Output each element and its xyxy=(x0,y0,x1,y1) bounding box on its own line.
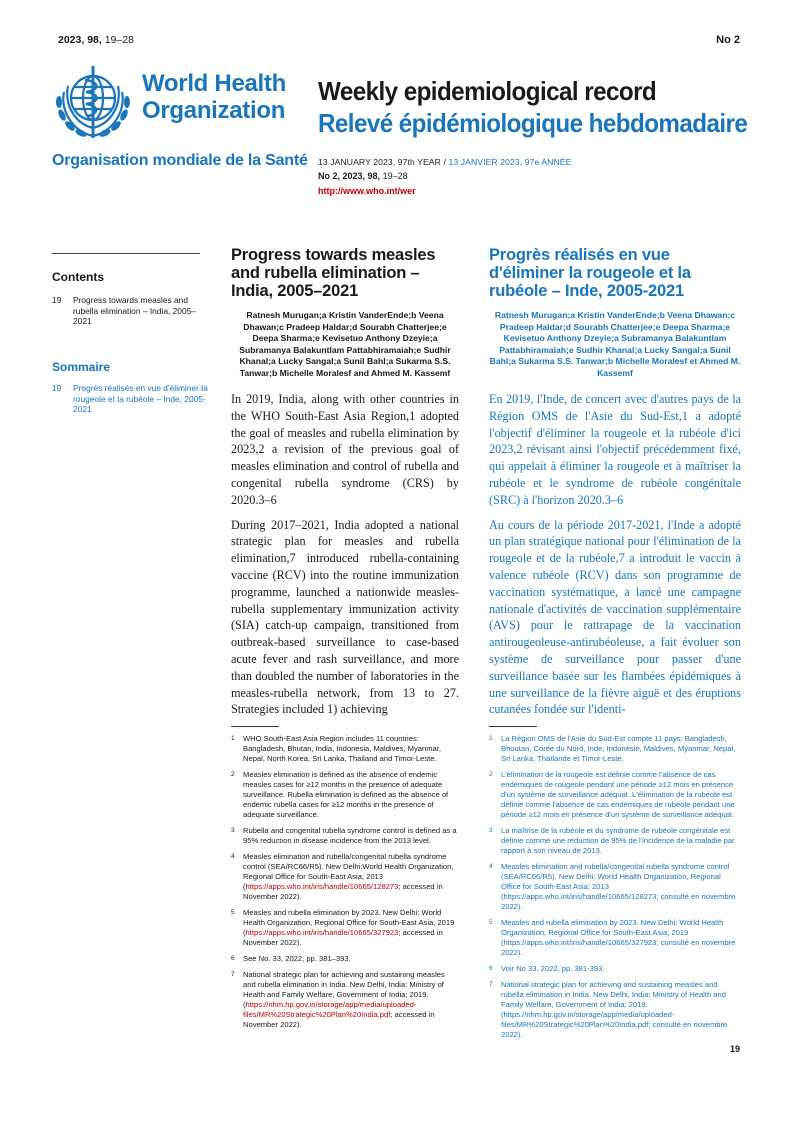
footnote-text: L'élimination de la rougeole est définie comme l'absence de cas endémiques de rougeole pendant une période ≥12 mois en présence d'un système de surveillance adéquat. L'élimination de la rubéole est définie comme l'absence de cas endémiques de rubéole pendant une période ≥12 mois en présence d'un système de surveillance adéquat. xyxy=(501,770,735,819)
footnote-text: Measles and rubella elimination by 2023. New Delhi: World Health Organization, Regional Office for South-East Asia; 2019 ( xyxy=(501,918,724,947)
footnote xyxy=(489,826,741,856)
paragraph: In 2019, India, along with other countries in the WHO South-East Asia Region,1 adopted the goal of measles and rubella elimination by 2023,2 a revision of the previous goal of measles elimination and control of rubella and congenital rubella syndrome (CRS) by 2020.3–6 xyxy=(231,392,459,507)
footnote-number: 5 xyxy=(231,909,235,916)
volume-pages: 19–28 xyxy=(382,171,408,181)
organization-name-fr: Organisation mondiale de la Santé xyxy=(52,152,308,169)
masthead-title-fr: Relevé épidémiologique hebdomadaire xyxy=(318,108,748,138)
footnote-rule xyxy=(231,726,279,727)
footnote-link[interactable]: https://apps.who.int/iris/handle/10665/128273 xyxy=(503,892,657,901)
article-title-fr: Progrès réalisés en vue d'éliminer la rougeole et la rubéole – Inde, 2005-2021 xyxy=(489,246,691,300)
footnote-text: Measles elimination is defined as the absence of endemic measles cases for ≥12 months in the presence of adequate surveillance. Rubella elimination is defined as the absence of endemic rubella cases for ≥12 months in the presence of adequate surveillance. xyxy=(243,770,449,819)
article-authors-en: Ratnesh Murugan;a Kristin VanderEnde;b Veena Dhawan;c Pradeep Haldar;d Sourabh Chatterjee;e Deepa Sharma;e Kevisetuo Anthony Dzeyie;a Subramanya Balakuntlam Pattabhiramaiah;e Sudhir Khanal;a Lucky Sangal;a Sunil Bahl;a Sukarma S.S. Tanwar;b Michelle Moralesf and Ahmed M. Kassemf xyxy=(239,310,451,378)
reference-pages: 19–28 xyxy=(104,34,134,46)
issue-number: No 2 xyxy=(716,34,740,46)
article-title-en: Progress towards measles and rubella elimination – India, 2005–2021 xyxy=(231,246,436,300)
footnote-link[interactable]: https://apps.who.int/iris/handle/10665/128273 xyxy=(245,882,399,891)
footnote-link[interactable]: https://nhm.hp.gov.in/storage/app/media/uploaded-files/MR%20Strategic%20Plan%20India.pdf xyxy=(243,1000,417,1019)
footnotes-fr xyxy=(489,734,741,1046)
footnote-text-after: ; accessed in November 2022). xyxy=(243,882,443,901)
footnote-text: La Région OMS de l'Asie du Sud-Est compte 11 pays: Bangladesh, Bhoutan, Corée du Nord, Inde, Indonésie, Maldives, Myanmar, Népal, Sri Lanka, Thaïlande et Timor-Leste. xyxy=(501,734,736,763)
article-body-fr xyxy=(489,391,741,718)
footnote-text-after: ; consulté en novembre 2022). xyxy=(501,892,736,911)
footnote-number: 2 xyxy=(231,771,235,778)
footnote-link[interactable]: https://apps.who.int/iris/handle/10665/327923 xyxy=(503,938,657,947)
footnote-number: 4 xyxy=(489,863,493,870)
sommaire-item-page: 19 xyxy=(52,383,62,393)
reference-volume: 2023, 98, xyxy=(58,34,102,46)
footnote-number: 3 xyxy=(231,827,235,834)
footnote xyxy=(231,826,459,846)
footnote-text: La maîtrise de la rubéole et du syndrome de rubéole congénitale est définie comme une réduction de 95% de l'incidence de la maladie par rapport à son niveau de 2013. xyxy=(501,826,735,855)
sommaire-item[interactable] xyxy=(52,383,212,415)
article-body-en xyxy=(231,391,459,718)
footnote-number: 6 xyxy=(489,965,493,972)
journal-reference xyxy=(58,34,134,46)
article-authors-fr: Ratnesh Murugan;a Kristin VanderEnde;b Veena Dhawan;c Pradeep Haldar;d Sourabh Chatterjee;e Deepa Sharma;e Kevisetuo Anthony Dzeyie;a Subramanya Balakuntlam Pattabhiramaiah;e Sudhir Khanal;a Lucky Sangal;a Sunil Bahl;a Sukarma S.S. Tanwar;b Michelle Moralesf et Ahmed M. Kassemf xyxy=(489,310,741,378)
footnote-number: 4 xyxy=(231,853,235,860)
who-emblem-icon xyxy=(52,62,134,144)
footnote-link[interactable]: https://apps.who.int/iris/handle/10665/327923 xyxy=(245,928,399,937)
footnote xyxy=(489,862,741,912)
footnote-text: Measles elimination and rubella/congenital rubella syndrome control (SEA/RC66/R5). New Delhi: World Health Organization, Regional Office for South-East Asia; 2013 ( xyxy=(501,862,730,901)
footnote xyxy=(231,852,459,902)
masthead-volume xyxy=(318,171,408,181)
footnote-number: 3 xyxy=(489,827,493,834)
masthead-title-en: Weekly epidemiological record xyxy=(318,76,657,106)
footnote xyxy=(489,964,741,974)
footnote-number: 1 xyxy=(489,735,493,742)
organization-name-line1: World Health xyxy=(142,70,286,97)
footnote-number: 5 xyxy=(489,919,493,926)
footnote-number: 7 xyxy=(231,971,235,978)
footnote-text-after: ; accessed in November 2022). xyxy=(243,1010,435,1029)
page-number: 19 xyxy=(729,1044,740,1054)
footnote-text-after: ; consulté en novembre 2022). xyxy=(501,938,736,957)
footnote-text: Measles elimination and rubella/congenital rubella syndrome control (SEA/RC66/R5). New Delhi:World Health Organization, Regional Office for South-East Asia; 2013 ( xyxy=(243,852,454,891)
masthead-date xyxy=(318,157,571,167)
contents-item[interactable] xyxy=(52,295,212,327)
footnote-number: 6 xyxy=(231,955,235,962)
footnote xyxy=(231,970,459,1030)
footnote-text: Voir No 33, 2022, pp. 381-393. xyxy=(501,964,605,973)
footnote xyxy=(231,954,459,964)
contents-heading: Contents xyxy=(52,270,104,284)
footnote-text: WHO South-East Asia Region includes 11 countries: Bangladesh, Bhutan, India, Indonesia, Maldives, Myanmar, Nepal, North Korea, Sri Lanka, Thailand and Timor-Leste. xyxy=(243,734,441,763)
footnote xyxy=(231,908,459,948)
paragraph: Au cours de la période 2017-2021, l'Inde a adopté un plan stratégique national pour l'élimination de la rougeole et de la rubéole,7 a introduit le vaccin à valence rubéole (RCV) dans son programme de vaccination systématique, a lancé une campagne nationale d'activités de vaccination supplémentaire (AVS) pour le rattrapage de la vaccination antirougeoleuse-antirubéoleuse, a fait évoluer son système de surveillance pour passer d'une surveillance basée sur les flambées épidémiques à une surveillance de la fièvre aiguë et des éruptions cutanées fondée sur l'identi- xyxy=(489,517,741,717)
paragraph: En 2019, l'Inde, de concert avec d'autres pays de la Région OMS de l'Asie du Sud-Est,1 a adopté l'objectif d'éliminer la rougeole et la rubéole d'ici 2023,2 révisant ainsi l'objectif précédemment fixé, qui appelait à éliminer la rougeole et à maîtriser la rubéole et le syndrome de rubéole congénitale (SRC) à l'horizon 2020.3–6 xyxy=(489,392,741,507)
footnote xyxy=(231,770,459,820)
footnote xyxy=(489,980,741,1040)
footnote-text: Rubella and congenital rubella syndrome control is defined as a 95% reduction in disease incidence from the 2013 level. xyxy=(243,826,457,845)
footnote xyxy=(489,918,741,958)
footnote xyxy=(231,734,459,764)
sommaire-item-text: Progrès réalisés en vue d'éliminer la rougeole et la rubéole – Inde, 2005-2021 xyxy=(73,383,208,414)
contents-item-page: 19 xyxy=(52,295,62,305)
footnote-number: 2 xyxy=(489,771,493,778)
volume-bold: No 2, 2023, 98, xyxy=(318,171,381,181)
footnote-link[interactable]: https://nhm.hp.gov.in/storage/app/media/uploaded-files/MR%20Strategic%20Plan%20India.pdf xyxy=(501,1010,675,1029)
sommaire-heading: Sommaire xyxy=(52,360,111,374)
article-fr xyxy=(489,246,741,726)
footnotes-en xyxy=(231,734,459,1036)
contents-item-text: Progress towards measles and rubella elimination – India, 2005–2021 xyxy=(73,295,196,326)
footnote xyxy=(489,770,741,820)
footnote-text: National strategic plan for achieving and sustaining measles and rubella elimination in India. New Delhi, India: Ministry of Health and Family Welfare, Government of India; 2019. ( xyxy=(501,980,726,1019)
footnote-text-after: ; accessed in November 2022). xyxy=(243,928,443,947)
paragraph: During 2017–2021, India adopted a national strategic plan for measles and rubella elimination,7 introduced rubella-containing vaccine (RCV) into the routine immunization programme, launched a nationwide measles-rubella supplementary immunization activity (SIA) catch-up campaign, transitioned from outbreak-based surveillance to case-based acute fever and rash surveillance, and more than doubled the number of laboratories in the measles-rubella network, from 13 to 27. Strategies included 1) achieving xyxy=(231,517,459,717)
date-fr: 13 JANVIER 2023, 97e ANNÉE xyxy=(448,157,572,167)
article-en xyxy=(231,246,459,726)
organization-name xyxy=(142,70,286,124)
contents-rule xyxy=(52,253,200,254)
footnote-text: Measles and rubella elimination by 2023. New Delhi: World Health Organization, Regional Office for South-East Asia; 2019 ( xyxy=(243,908,455,937)
organization-name-line2: Organization xyxy=(142,97,286,124)
footnote-text: See No. 33, 2022, pp. 381–393. xyxy=(243,954,351,963)
footnote-text-after: ; consulté en novembre 2022). xyxy=(501,1020,728,1039)
date-en: 13 JANUARY 2023, 97th YEAR / xyxy=(318,157,446,167)
footnote-rule xyxy=(489,726,537,727)
footnote xyxy=(489,734,741,764)
wer-url-link[interactable]: http://www.who.int/wer xyxy=(318,186,416,196)
footnote-text: National strategic plan for achieving and sustaining measles and rubella elimination in India. New Delhi, India: Ministry of Health and Family Welfare, Government of India; 2019. ( xyxy=(243,970,445,1009)
footnote-number: 7 xyxy=(489,981,493,988)
footnote-number: 1 xyxy=(231,735,235,742)
